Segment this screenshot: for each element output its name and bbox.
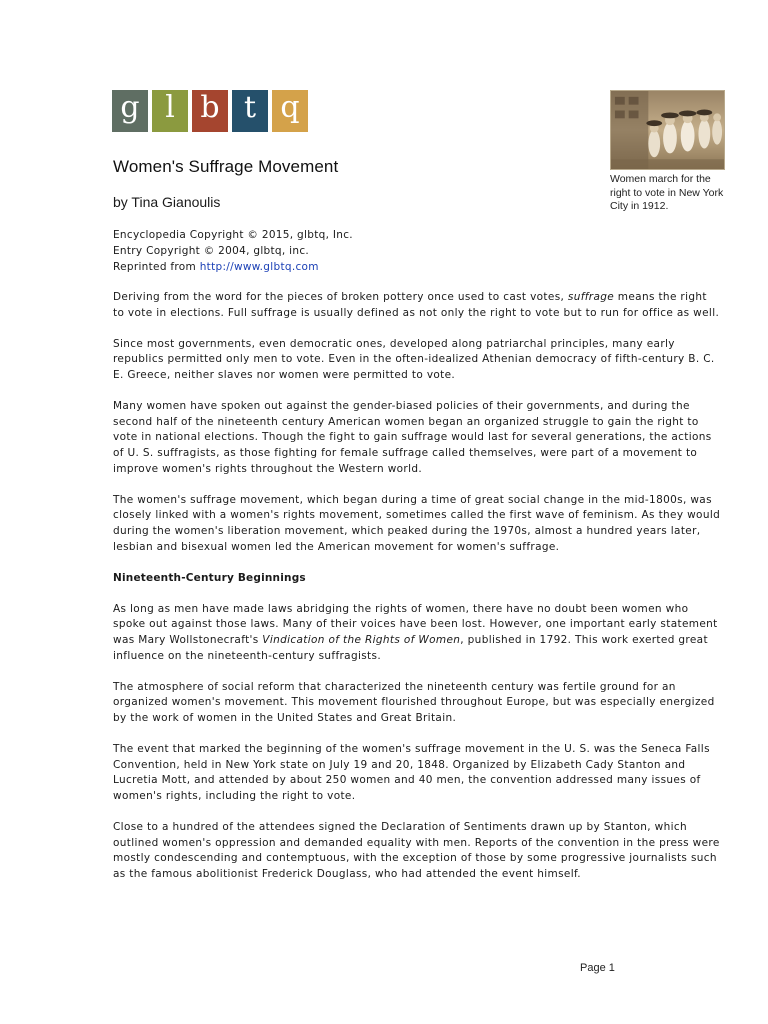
- body-text: [113, 290, 721, 883]
- book-title: Vindication of the Rights of Women: [262, 634, 461, 647]
- paragraph-text: As long as men have made laws abridging the rights of women, there have no doubt been women who spoke out against those laws. Many of their voices have been lost. However, one important early statement was Mary Wollstonecraft's: [113, 602, 718, 647]
- logo-letter-l: l: [152, 90, 188, 132]
- paragraph-6: The atmosphere of social reform that characterized the nineteenth century was fertile ground for an organized women's movement. This movement flourished throughout Europe, but was especially energized by the work of women in the United States and Great Britain.: [113, 680, 715, 725]
- paragraph-3: Many women have spoken out against the gender-biased policies of their governments, and during the second half of the nineteenth century American women began an organized struggle to gain the right to vote in national elections. Though the fight to gain suffrage would last for several generations, the actions of U. S. suffragists, as those fighting for female suffrage called themselves, were part of a movement to improve women's rights throughout the Western world.: [113, 400, 712, 475]
- paragraph-8: Close to a hundred of the attendees signed the Declaration of Sentiments drawn up by Stanton, which outlined women's oppression and demanded equality with men. Reports of the convention in the press were mostly condescending and contemptuous, with the exception of those by some progressive journalists such as the famous abolitionist Frederick Douglass, who had attended the event himself.: [113, 821, 720, 880]
- photo-caption: Women march for the right to vote in New York City in 1912.: [610, 173, 724, 212]
- paragraph-2: Since most governments, even democratic ones, developed along patriarchal principles, many early republics permitted only men to vote. Even in the often-idealized Athenian democracy of fifth-century B. C. E. Greece, neither slaves nor women were permitted to vote.: [113, 337, 715, 381]
- paragraph-text: means the right to vote in elections. Full suffrage is usually defined as not only the right to vote but to run for office as well.: [113, 291, 720, 319]
- logo-letter-t: t: [232, 90, 268, 132]
- article: [113, 155, 721, 883]
- byline: by Tina Gianoulis: [113, 194, 221, 210]
- paragraph-4: The women's suffrage movement, which began during a time of great social change in the mid-1800s, was closely linked with a women's rights movement, sometimes called the first wave of feminism. As they would during the women's liberation movement, which peaked during the 1970s, almost a hundred years later, lesbian and bisexual women led the American movement for women's suffrage.: [113, 493, 721, 553]
- logo-letter-g: g: [112, 90, 148, 132]
- glbtq-logo: [112, 90, 308, 132]
- paragraph-1: [113, 290, 721, 321]
- glbtq-link[interactable]: http://www.glbtq.com: [199, 261, 319, 273]
- section-heading: Nineteenth-Century Beginnings: [113, 571, 306, 584]
- page-number: Page 1: [580, 962, 615, 974]
- paragraph-5: [113, 602, 721, 664]
- paragraph-text: Deriving from the word for the pieces of broken pottery once used to cast votes,: [113, 291, 568, 303]
- reprinted-label: Reprinted from: [113, 261, 200, 273]
- encyclopedia-copyright: Encyclopedia Copyright © 2015, glbtq, Inc.: [113, 229, 353, 241]
- paragraph-7: The event that marked the beginning of the women's suffrage movement in the U. S. was the Seneca Falls Convention, held in New York state on July 19 and 20, 1848. Organized by Elizabeth Cady Stanton and Lucretia Mott, and attended by about 250 women and 40 men, the convention addressed many issues of women's rights, including the right to vote.: [113, 743, 710, 802]
- reprinted-line: [113, 259, 721, 275]
- emphasized-term: suffrage: [567, 291, 615, 303]
- copyright-block: [113, 227, 721, 275]
- logo-letter-q: q: [272, 90, 308, 132]
- logo-letter-b: b: [192, 90, 228, 132]
- page-title: Women's Suffrage Movement: [113, 157, 339, 176]
- entry-copyright: Entry Copyright © 2004, glbtq, inc.: [113, 245, 310, 257]
- paragraph-text: , published in 1792. This work exerted great influence on the nineteenth-century suffragists.: [113, 634, 708, 662]
